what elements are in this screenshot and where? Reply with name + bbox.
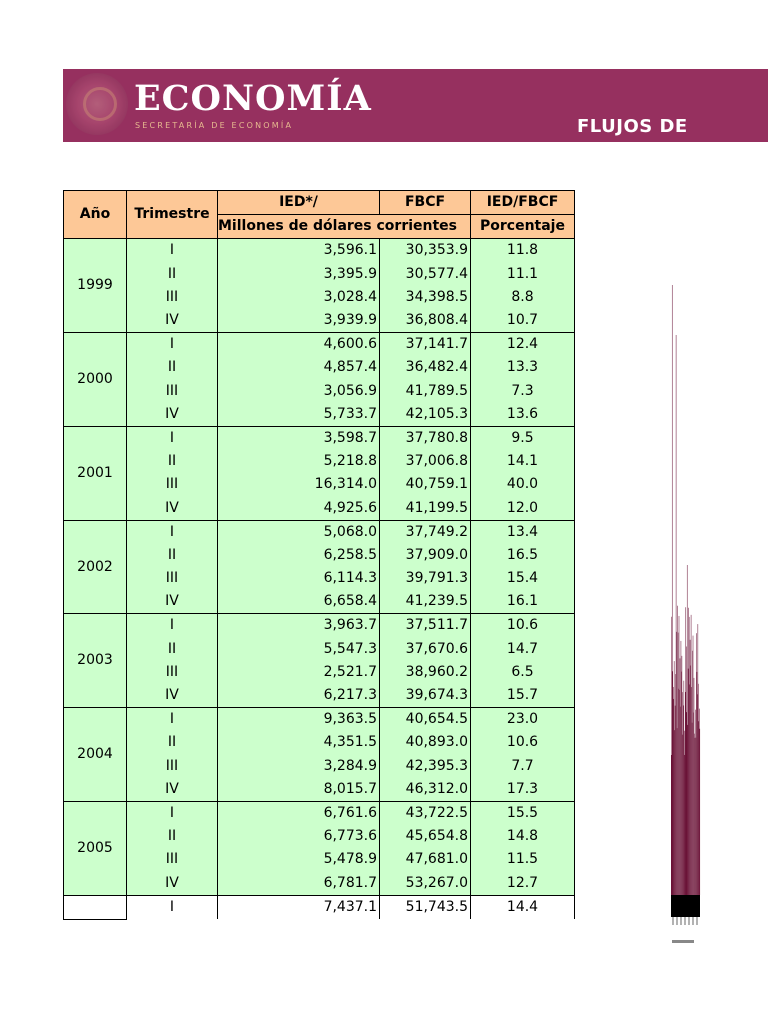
chart-bar (691, 615, 692, 895)
chart-bar (681, 672, 682, 895)
fbcf-cell: 37,141.7 (380, 333, 471, 357)
quarter-cell: IV (127, 871, 218, 895)
table-row (64, 356, 575, 379)
quarter-cell: I (127, 708, 218, 732)
year-cell: 2000 (64, 333, 127, 427)
coat-of-arms-seal (66, 73, 128, 135)
table-row (64, 871, 575, 895)
chart-bar (686, 646, 687, 895)
ratio-cell: 14.8 (471, 825, 575, 848)
table-row (64, 708, 575, 732)
ratio-cell: 14.1 (471, 450, 575, 473)
col-header-fbcf: FBCF (380, 191, 471, 215)
chart-bar (678, 689, 679, 895)
chart-bar (679, 616, 680, 895)
table-row (64, 380, 575, 403)
table-row (64, 263, 575, 286)
chart-bar (689, 617, 690, 895)
ratio-cell: 10.6 (471, 731, 575, 754)
fbcf-cell: 51,743.5 (380, 895, 471, 919)
ied-cell: 7,437.1 (218, 895, 380, 919)
quarter-cell: IV (127, 309, 218, 333)
table-row (64, 614, 575, 638)
table-row (64, 778, 575, 802)
ied-cell: 4,351.5 (218, 731, 380, 754)
fbcf-cell: 40,759.1 (380, 473, 471, 496)
chart-bar (694, 734, 695, 895)
ied-cell: 4,857.4 (218, 356, 380, 379)
fbcf-cell: 45,654.8 (380, 825, 471, 848)
quarter-cell: II (127, 638, 218, 661)
table-row (64, 825, 575, 848)
ied-cell: 6,761.6 (218, 801, 380, 825)
table-row (64, 473, 575, 496)
table-row (64, 590, 575, 614)
ied-cell: 6,658.4 (218, 590, 380, 614)
ied-cell: 4,600.6 (218, 333, 380, 357)
quarter-cell: III (127, 848, 218, 871)
fbcf-cell: 41,239.5 (380, 590, 471, 614)
fbcf-cell: 43,722.5 (380, 801, 471, 825)
ratio-cell: 13.3 (471, 356, 575, 379)
table-row (64, 239, 575, 263)
quarter-cell: I (127, 239, 218, 263)
fbcf-cell: 36,808.4 (380, 309, 471, 333)
table-row (64, 544, 575, 567)
chart-bar (677, 606, 678, 895)
ied-cell: 6,781.7 (218, 871, 380, 895)
chart-bar (692, 651, 693, 895)
chart-bar (686, 712, 687, 895)
ratio-cell: 13.4 (471, 520, 575, 544)
chart-bar (676, 632, 677, 895)
quarter-cell: II (127, 356, 218, 379)
quarter-cell: II (127, 450, 218, 473)
quarter-cell: III (127, 286, 218, 309)
ied-cell: 3,598.7 (218, 426, 380, 450)
chart-bar (684, 755, 685, 895)
chart-bar (698, 624, 699, 895)
quarter-cell: II (127, 544, 218, 567)
fdi-table (63, 190, 575, 920)
table-row (64, 895, 575, 919)
table-row (64, 848, 575, 871)
fbcf-cell: 41,789.5 (380, 380, 471, 403)
ratio-cell: 16.1 (471, 590, 575, 614)
chart-axis-band (671, 895, 700, 917)
quarter-cell: I (127, 614, 218, 638)
chart-thumbnail (664, 275, 708, 950)
ratio-cell: 6.5 (471, 661, 575, 684)
chart-bar (697, 694, 698, 895)
brand-name: ECONOMÍA (134, 78, 372, 119)
fbcf-cell: 37,749.2 (380, 520, 471, 544)
fbcf-cell: 46,312.0 (380, 778, 471, 802)
fbcf-cell: 30,353.9 (380, 239, 471, 263)
chart-bar (675, 674, 676, 895)
chart-axis-ticks (673, 917, 697, 925)
year-cell: 2001 (64, 426, 127, 520)
fbcf-cell: 41,199.5 (380, 496, 471, 520)
ratio-cell: 15.5 (471, 801, 575, 825)
fbcf-cell: 37,670.6 (380, 638, 471, 661)
chart-bar (691, 687, 692, 895)
quarter-cell: II (127, 731, 218, 754)
chart-bar (696, 738, 697, 895)
chart-bar (686, 607, 687, 895)
col-header-quarter: Trimestre (127, 191, 218, 239)
chart-bar (696, 633, 697, 895)
ied-cell: 4,925.6 (218, 496, 380, 520)
fbcf-cell: 40,893.0 (380, 731, 471, 754)
table-row (64, 450, 575, 473)
quarter-cell: I (127, 895, 218, 919)
brand-subtitle: SECRETARÍA DE ECONOMÍA (135, 121, 294, 130)
chart-footnote-mark (672, 940, 694, 943)
ied-cell: 5,547.3 (218, 638, 380, 661)
chart-bar (680, 707, 681, 895)
quarter-cell: I (127, 801, 218, 825)
ied-cell: 6,114.3 (218, 567, 380, 590)
ied-cell: 6,217.3 (218, 684, 380, 708)
ied-cell: 3,056.9 (218, 380, 380, 403)
header-banner (63, 69, 768, 142)
chart-bar (700, 729, 701, 895)
chart-bar (698, 684, 699, 895)
chart-bar (674, 661, 675, 895)
chart-bar (687, 725, 688, 895)
chart-bar (680, 658, 681, 895)
chart-bar (672, 285, 673, 895)
fbcf-cell: 37,780.8 (380, 426, 471, 450)
chart-bar (678, 633, 679, 895)
ratio-cell: 14.7 (471, 638, 575, 661)
table-row (64, 731, 575, 754)
ied-cell: 6,258.5 (218, 544, 380, 567)
chart-bar (687, 565, 688, 895)
table-row (64, 520, 575, 544)
unit-header-money: Millones de dólares corrientes (218, 215, 471, 239)
ratio-cell: 11.8 (471, 239, 575, 263)
quarter-cell: I (127, 520, 218, 544)
table-row (64, 333, 575, 357)
fbcf-cell: 42,395.3 (380, 755, 471, 778)
chart-bar (679, 690, 680, 895)
ratio-cell: 17.3 (471, 778, 575, 802)
ied-cell: 5,068.0 (218, 520, 380, 544)
quarter-cell: III (127, 473, 218, 496)
chart-bar (674, 730, 675, 895)
table-row (64, 684, 575, 708)
ied-cell: 16,314.0 (218, 473, 380, 496)
chart-bar (690, 666, 691, 896)
ied-cell: 3,395.9 (218, 263, 380, 286)
chart-bar (688, 608, 689, 895)
year-cell (64, 895, 127, 919)
chart-bar (682, 692, 683, 895)
chart-bar (692, 723, 693, 895)
chart-bar (690, 640, 691, 895)
chart-bar (671, 617, 672, 895)
fbcf-cell: 30,577.4 (380, 263, 471, 286)
fbcf-cell: 42,105.3 (380, 403, 471, 427)
chart-bar (677, 728, 678, 895)
table-row (64, 426, 575, 450)
chart-bar (693, 636, 694, 895)
chart-bar (689, 684, 690, 895)
chart-bar (685, 731, 686, 895)
quarter-cell: III (127, 380, 218, 403)
ratio-cell: 40.0 (471, 473, 575, 496)
quarter-cell: IV (127, 496, 218, 520)
page-title: FLUJOS DE (577, 116, 688, 137)
ratio-cell: 15.4 (471, 567, 575, 590)
ied-cell: 8,015.7 (218, 778, 380, 802)
fbcf-cell: 36,482.4 (380, 356, 471, 379)
ratio-cell: 11.5 (471, 848, 575, 871)
chart-bar (693, 713, 694, 895)
fbcf-cell: 39,791.3 (380, 567, 471, 590)
chart-bar (675, 706, 676, 895)
chart-bar (682, 656, 683, 895)
ratio-cell: 16.5 (471, 544, 575, 567)
ratio-cell: 11.1 (471, 263, 575, 286)
fbcf-cell: 53,267.0 (380, 871, 471, 895)
table-row (64, 403, 575, 427)
ied-cell: 5,733.7 (218, 403, 380, 427)
chart-bar (685, 692, 686, 895)
ied-cell: 2,521.7 (218, 661, 380, 684)
quarter-cell: I (127, 426, 218, 450)
ied-cell: 9,363.5 (218, 708, 380, 732)
ratio-cell: 7.3 (471, 380, 575, 403)
chart-bar (697, 672, 698, 895)
table-row (64, 309, 575, 333)
fbcf-cell: 37,511.7 (380, 614, 471, 638)
ratio-cell: 13.6 (471, 403, 575, 427)
fbcf-cell: 39,674.3 (380, 684, 471, 708)
ied-cell: 5,218.8 (218, 450, 380, 473)
ied-cell: 3,596.1 (218, 239, 380, 263)
quarter-cell: III (127, 755, 218, 778)
fbcf-cell: 37,006.8 (380, 450, 471, 473)
ratio-cell: 12.4 (471, 333, 575, 357)
ratio-cell: 8.8 (471, 286, 575, 309)
table-row (64, 567, 575, 590)
table-row (64, 286, 575, 309)
quarter-cell: III (127, 567, 218, 590)
year-cell: 2003 (64, 614, 127, 708)
chart-bar (681, 641, 682, 895)
chart-bar (683, 735, 684, 895)
table-row (64, 801, 575, 825)
chart-bar (673, 687, 674, 895)
chart-bar (676, 335, 677, 895)
chart-bar (699, 709, 700, 895)
ied-cell: 6,773.6 (218, 825, 380, 848)
fbcf-cell: 34,398.5 (380, 286, 471, 309)
year-cell: 2004 (64, 708, 127, 802)
chart-bar (688, 669, 689, 895)
ratio-cell: 7.7 (471, 755, 575, 778)
quarter-cell: IV (127, 403, 218, 427)
ratio-cell: 10.7 (471, 309, 575, 333)
table-body (64, 239, 575, 919)
table-row (64, 496, 575, 520)
quarter-cell: I (127, 333, 218, 357)
quarter-cell: IV (127, 684, 218, 708)
chart-bar (684, 681, 685, 895)
unit-header-percent: Porcentaje (471, 215, 575, 239)
chart-bar (672, 671, 673, 895)
chart-bar (673, 699, 674, 895)
col-header-ratio: IED/FBCF (471, 191, 575, 215)
ied-cell: 3,028.4 (218, 286, 380, 309)
ied-cell: 3,939.9 (218, 309, 380, 333)
chart-bar (671, 755, 672, 895)
ratio-cell: 12.7 (471, 871, 575, 895)
quarter-cell: III (127, 661, 218, 684)
ratio-cell: 9.5 (471, 426, 575, 450)
chart-bar (699, 721, 700, 895)
year-cell: 1999 (64, 239, 127, 333)
ratio-cell: 15.7 (471, 684, 575, 708)
ratio-cell: 14.4 (471, 895, 575, 919)
table-row (64, 661, 575, 684)
col-header-year: Año (64, 191, 127, 239)
year-cell: 2002 (64, 520, 127, 614)
year-cell: 2005 (64, 801, 127, 895)
fbcf-cell: 37,909.0 (380, 544, 471, 567)
chart-bar (695, 710, 696, 895)
ied-cell: 3,963.7 (218, 614, 380, 638)
col-header-ied: IED*/ (218, 191, 380, 215)
table-row (64, 638, 575, 661)
quarter-cell: II (127, 263, 218, 286)
fbcf-cell: 40,654.5 (380, 708, 471, 732)
chart-bars (671, 285, 700, 895)
chart-bar (694, 678, 695, 895)
ied-cell: 3,284.9 (218, 755, 380, 778)
fbcf-cell: 47,681.0 (380, 848, 471, 871)
ied-cell: 5,478.9 (218, 848, 380, 871)
chart-bar (695, 738, 696, 895)
chart-bar (683, 705, 684, 895)
table-row (64, 755, 575, 778)
quarter-cell: II (127, 825, 218, 848)
quarter-cell: IV (127, 778, 218, 802)
quarter-cell: IV (127, 590, 218, 614)
fbcf-cell: 38,960.2 (380, 661, 471, 684)
ratio-cell: 10.6 (471, 614, 575, 638)
ratio-cell: 12.0 (471, 496, 575, 520)
ratio-cell: 23.0 (471, 708, 575, 732)
